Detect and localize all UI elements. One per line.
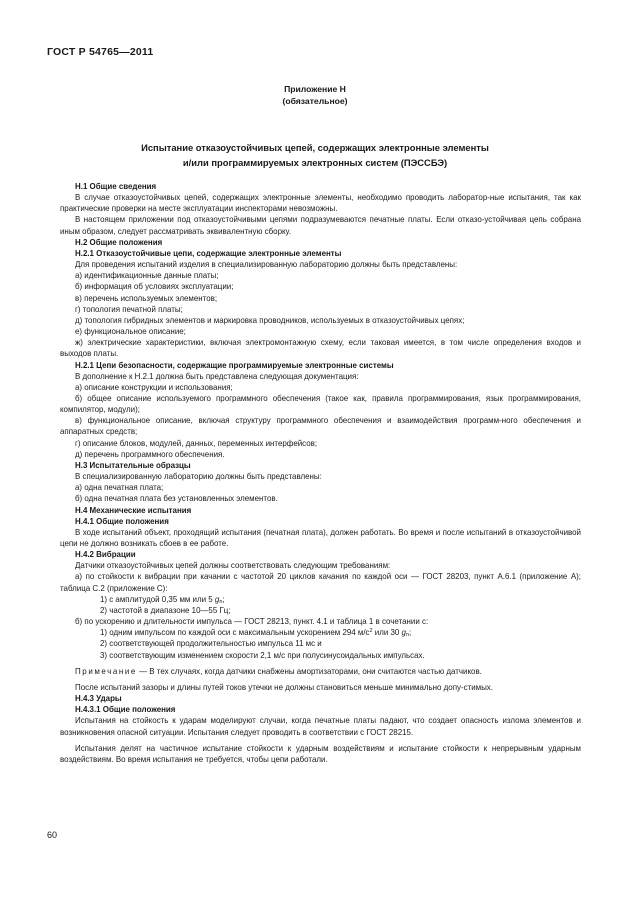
page-number: 60: [47, 830, 58, 840]
list-item: е) функциональное описание;: [75, 327, 186, 337]
document-body: [60, 181, 581, 765]
sub-list-item: 2) соответствующей продолжительностью импульса 11 мс и: [100, 639, 322, 649]
list-item: в) перечень используемых элементов;: [75, 293, 218, 303]
list-item: д) перечень программного обеспечения.: [75, 449, 225, 459]
list-item: а) идентификационные данные платы;: [75, 271, 219, 281]
list-item: а) одна печатная плата;: [75, 483, 164, 493]
annex-title: [60, 140, 570, 170]
list-item: д) топология гибридных элементов и маркировка проводников, используемых в отказоустойчивых цепях;: [75, 315, 465, 325]
list-item: б) по ускорению и длительности импульса — ГОСТ 28213, пункт. 4.1 и таблица 1 в сочетании с:: [75, 617, 429, 627]
list-item: а) по стойкости к вибрации при качании с частотой 20 циклов качания по каждой оси — ГОСТ 28203, пункт А.6.1 (приложение А); таблица С.2 (приложение С):: [60, 572, 581, 593]
paragraph: Испытания делят на частичное испытание стойкости к ударным воздействиям и испытание стойкости к непрерывным ударным воздействиям. Во время испытания не требуется, чтобы цепи работали.: [60, 743, 581, 764]
sub-list-item: 2) частотой в диапазоне 10—55 Гц;: [100, 605, 231, 615]
list-item: ж) электрические характеристики, включая электромонтажную схему, если таковая имеется, в том числе определения входов и выходов платы.: [60, 338, 581, 359]
paragraph: Испытания на стойкость к ударам моделируют случаи, когда печатные платы падают, что создает опасность излома элементов и возникновения опасной ситуации. Испытания следует проводить в соответствии с ГОСТ 28215.: [60, 716, 581, 737]
list-item: г) описание блоков, модулей, данных, переменных интерфейсов;: [75, 438, 318, 448]
sub-list-item: 3) соответствующим изменением скорости 2,1 м/с при полусинусоидальных импульсах.: [100, 650, 425, 660]
list-item: б) информация об условиях эксплуатации;: [75, 282, 234, 292]
paragraph: В специализированную лабораторию должны быть представлены:: [75, 472, 322, 482]
paragraph: В ходе испытаний объект, проходящий испытания (печатная плата), должен работать. Во время и после испытаний в отказоустойчивой цепи не должно возникать сбоев в ее работе.: [60, 527, 581, 548]
list-item: в) функциональное описание, включая структуру программного обеспечения и взаимодействия программ-ного обеспечения и аппаратных средств;: [60, 416, 581, 437]
sub-list-item: 1) с амплитудой 0,35 мм или 5 $g_n$;: [100, 594, 225, 605]
subsection-heading: Н.4.1 Общие положения: [75, 516, 169, 526]
paragraph: Датчики отказоустойчивых цепей должны соответствовать следующим требованиям:: [75, 561, 391, 571]
paragraph: Для проведения испытаний изделия в специализированную лабораторию должны быть представлены:: [75, 260, 458, 270]
list-item: а) описание конструкции и использования;: [75, 382, 233, 392]
annex-title-line-1: Испытание отказоустойчивых цепей, содержащих электронные элементы: [141, 142, 489, 153]
annex-label: Приложение Н: [284, 84, 346, 94]
annex-title-line-2: и/или программируемых электронных систем (ПЭССБЭ): [182, 157, 448, 168]
paragraph: В случае отказоустойчивых цепей, содержащих электронные элементы, необходимо проводить лаборатор-ные испытания, так как практические проверки на месте эксплуатации инспекторами невозможны.: [60, 193, 581, 214]
section-heading: Н.2 Общие положения: [75, 237, 163, 247]
list-item: б) общее описание используемого программного обеспечения (такое как, правила программирования, язык программирования, компилятор, модули);: [60, 393, 581, 415]
list-item: б) одна печатная плата без установленных элементов.: [75, 494, 278, 504]
paragraph: В настоящем приложении под отказоустойчивыми цепями подразумеваются печатные платы. Если отказо-устойчивая цепь собрана иным образом, следует рассматривать эквивалентную сборку.: [60, 215, 581, 236]
note-label: Примечание: [75, 666, 137, 676]
section-heading: Н.4 Механические испытания: [75, 505, 192, 515]
subsection-heading: Н.4.3.1 Общие положения: [75, 705, 176, 715]
subsection-heading: Н.4.3 Удары: [75, 694, 122, 704]
subsection-heading: Н.2.1 Отказоустойчивые цепи, содержащие электронные элементы: [75, 248, 342, 258]
section-heading: Н.1 Общие сведения: [75, 182, 157, 191]
section-heading: Н.3 Испытательные образцы: [75, 460, 191, 470]
subsection-heading: Н.2.1 Цепи безопасности, содержащие программируемые электронные системы: [75, 360, 394, 370]
note-text: — В тех случаях, когда датчики снабжены амортизаторами, они считаются частью датчиков.: [136, 666, 482, 676]
paragraph: После испытаний зазоры и длины путей токов утечки не должны становиться меньше минимально допу-стимых.: [75, 682, 493, 692]
annex-status: (обязательное): [282, 96, 348, 106]
note: [60, 666, 581, 677]
sub-list-item: 1) одним импульсом по каждой оси с максимальным ускорением 294 $м/с^2$ или 30 $g_n$;: [100, 628, 412, 639]
subsection-heading: Н.4.2 Вибрации: [75, 550, 136, 560]
list-item: г) топология печатной платы;: [75, 304, 183, 314]
paragraph: В дополнение к Н.2.1 должна быть представлена следующая документация:: [75, 371, 359, 381]
standard-code-header: ГОСТ Р 54765—2011: [47, 46, 154, 58]
